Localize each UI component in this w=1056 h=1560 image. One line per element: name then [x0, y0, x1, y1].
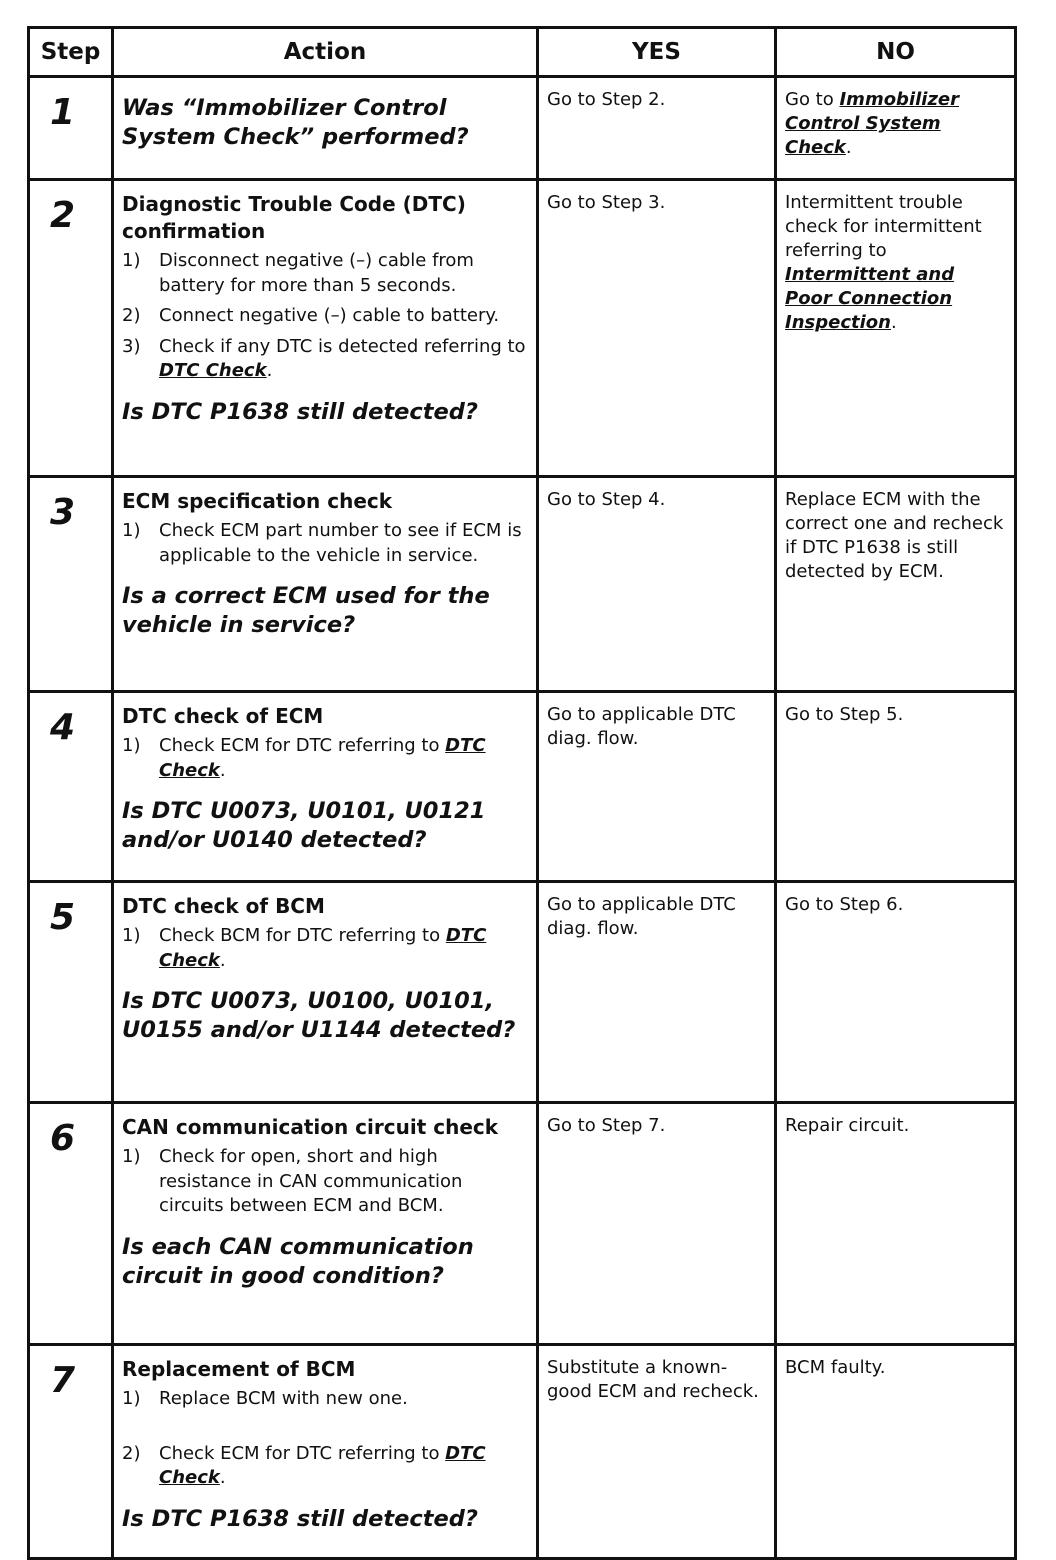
action-question: Was “Immobilizer Control System Check” performed?	[122, 95, 469, 150]
action-step	[122, 1387, 528, 1412]
action-cell	[113, 180, 538, 477]
no-cell: Repair circuit.	[776, 1103, 1016, 1345]
action-steps	[122, 1387, 528, 1491]
table-row	[29, 1103, 1016, 1345]
action-step	[122, 249, 528, 298]
reference-link[interactable]: DTC Check	[159, 1442, 486, 1488]
step-text: Check BCM for DTC referring to	[159, 925, 446, 946]
action-steps	[122, 519, 528, 568]
action-cell	[113, 477, 538, 692]
yes-cell: Go to Step 7.	[538, 1103, 776, 1345]
header-step: Step	[29, 28, 113, 77]
header-action: Action	[113, 28, 538, 77]
no-text: Go to	[785, 89, 840, 110]
step-index: 2)	[122, 1442, 141, 1464]
action-title: ECM specification check	[122, 489, 393, 513]
action-title: DTC check of BCM	[122, 894, 325, 918]
reference-link[interactable]: Immobilizer Control System Check	[785, 89, 960, 158]
step-index: 1)	[122, 1388, 141, 1409]
no-cell: Go to Step 5.	[776, 692, 1016, 882]
step-index: 1)	[122, 520, 141, 541]
action-step	[122, 1442, 528, 1491]
step-number: 4	[29, 692, 113, 882]
step-index: 1)	[122, 735, 141, 756]
action-steps	[122, 249, 528, 384]
yes-cell: Go to Step 2.	[538, 77, 776, 180]
header-no: NO	[776, 28, 1016, 77]
no-suffix: .	[890, 312, 897, 333]
step-suffix: .	[266, 360, 273, 381]
step-number: 2	[29, 180, 113, 477]
step-text: Check if any DTC is detected referring to	[159, 335, 526, 357]
step-index: 1)	[122, 925, 141, 946]
yes-cell: Go to Step 4.	[538, 477, 776, 692]
step-text: Check for open, short and high resistance in CAN communication circuits between ECM and BCM.	[159, 1146, 463, 1216]
step-index: 2)	[122, 305, 141, 326]
header-yes: YES	[538, 28, 776, 77]
table-row	[29, 477, 1016, 692]
action-question: Is a correct ECM used for the vehicle in service?	[122, 583, 490, 638]
no-cell	[776, 180, 1016, 477]
step-number: 7	[29, 1345, 113, 1559]
step-suffix: .	[219, 949, 226, 971]
action-step	[122, 734, 528, 783]
action-question: Is each CAN communication circuit in good condition?	[122, 1233, 474, 1289]
action-steps	[122, 734, 528, 783]
no-text: Intermittent trouble check for intermittent referring to	[785, 192, 982, 261]
step-suffix: .	[219, 759, 226, 781]
action-cell	[113, 692, 538, 882]
action-step	[122, 304, 528, 329]
action-steps	[122, 1145, 528, 1219]
action-step	[122, 519, 528, 568]
table-row	[29, 1345, 1016, 1559]
step-number: 5	[29, 882, 113, 1103]
action-question: Is DTC U0073, U0101, U0121 and/or U0140 detected?	[122, 798, 486, 853]
yes-cell: Go to Step 3.	[538, 180, 776, 477]
table-row	[29, 882, 1016, 1103]
step-suffix: .	[219, 1467, 226, 1488]
step-index: 3)	[122, 335, 141, 357]
action-question: Is DTC U0073, U0100, U0101, U0155 and/or U1144 detected?	[122, 988, 516, 1043]
yes-cell: Go to applicable DTC diag. flow.	[538, 692, 776, 882]
action-cell	[113, 882, 538, 1103]
action-question: Is DTC P1638 still detected?	[122, 1505, 478, 1532]
action-cell	[113, 77, 538, 180]
diagnostic-flow-table	[27, 26, 1017, 1560]
step-text: Connect negative (–) cable to battery.	[159, 305, 500, 326]
reference-link[interactable]: DTC Check	[159, 735, 486, 781]
action-title: DTC check of ECM	[122, 704, 324, 728]
table-row	[29, 180, 1016, 477]
yes-cell: Go to applicable DTC diag. flow.	[538, 882, 776, 1103]
no-cell: Go to Step 6.	[776, 882, 1016, 1103]
action-step	[122, 1145, 528, 1219]
action-steps	[122, 924, 528, 973]
step-number: 3	[29, 477, 113, 692]
step-number: 1	[29, 77, 113, 180]
action-title: Diagnostic Trouble Code (DTC) confirmation	[122, 192, 466, 243]
header-row	[29, 28, 1016, 77]
step-index: 1)	[122, 250, 141, 271]
reference-link[interactable]: Intermittent and Poor Connection Inspection	[785, 264, 955, 333]
table-row	[29, 77, 1016, 180]
step-text: Check ECM for DTC referring to	[159, 735, 446, 756]
action-cell	[113, 1103, 538, 1345]
no-suffix: .	[845, 137, 852, 158]
reference-link[interactable]: DTC Check	[159, 360, 267, 381]
step-text: Replace BCM with new one.	[159, 1388, 408, 1409]
table-row	[29, 692, 1016, 882]
step-text: Disconnect negative (–) cable from battery for more than 5 seconds.	[159, 250, 474, 296]
step-number: 6	[29, 1103, 113, 1345]
action-question: Is DTC P1638 still detected?	[122, 398, 478, 425]
step-text: Check ECM part number to see if ECM is applicable to the vehicle in service.	[159, 520, 522, 566]
reference-link[interactable]: DTC Check	[159, 925, 487, 971]
no-cell	[776, 77, 1016, 180]
action-cell	[113, 1345, 538, 1559]
step-text: Check ECM for DTC referring to	[159, 1442, 446, 1464]
no-cell: BCM faulty.	[776, 1345, 1016, 1559]
action-step	[122, 924, 528, 973]
action-step	[122, 335, 528, 384]
step-index: 1)	[122, 1146, 141, 1167]
yes-cell: Substitute a known-good ECM and recheck.	[538, 1345, 776, 1559]
no-cell: Replace ECM with the correct one and recheck if DTC P1638 is still detected by ECM.	[776, 477, 1016, 692]
action-title: CAN communication circuit check	[122, 1115, 499, 1139]
action-title: Replacement of BCM	[122, 1357, 356, 1381]
